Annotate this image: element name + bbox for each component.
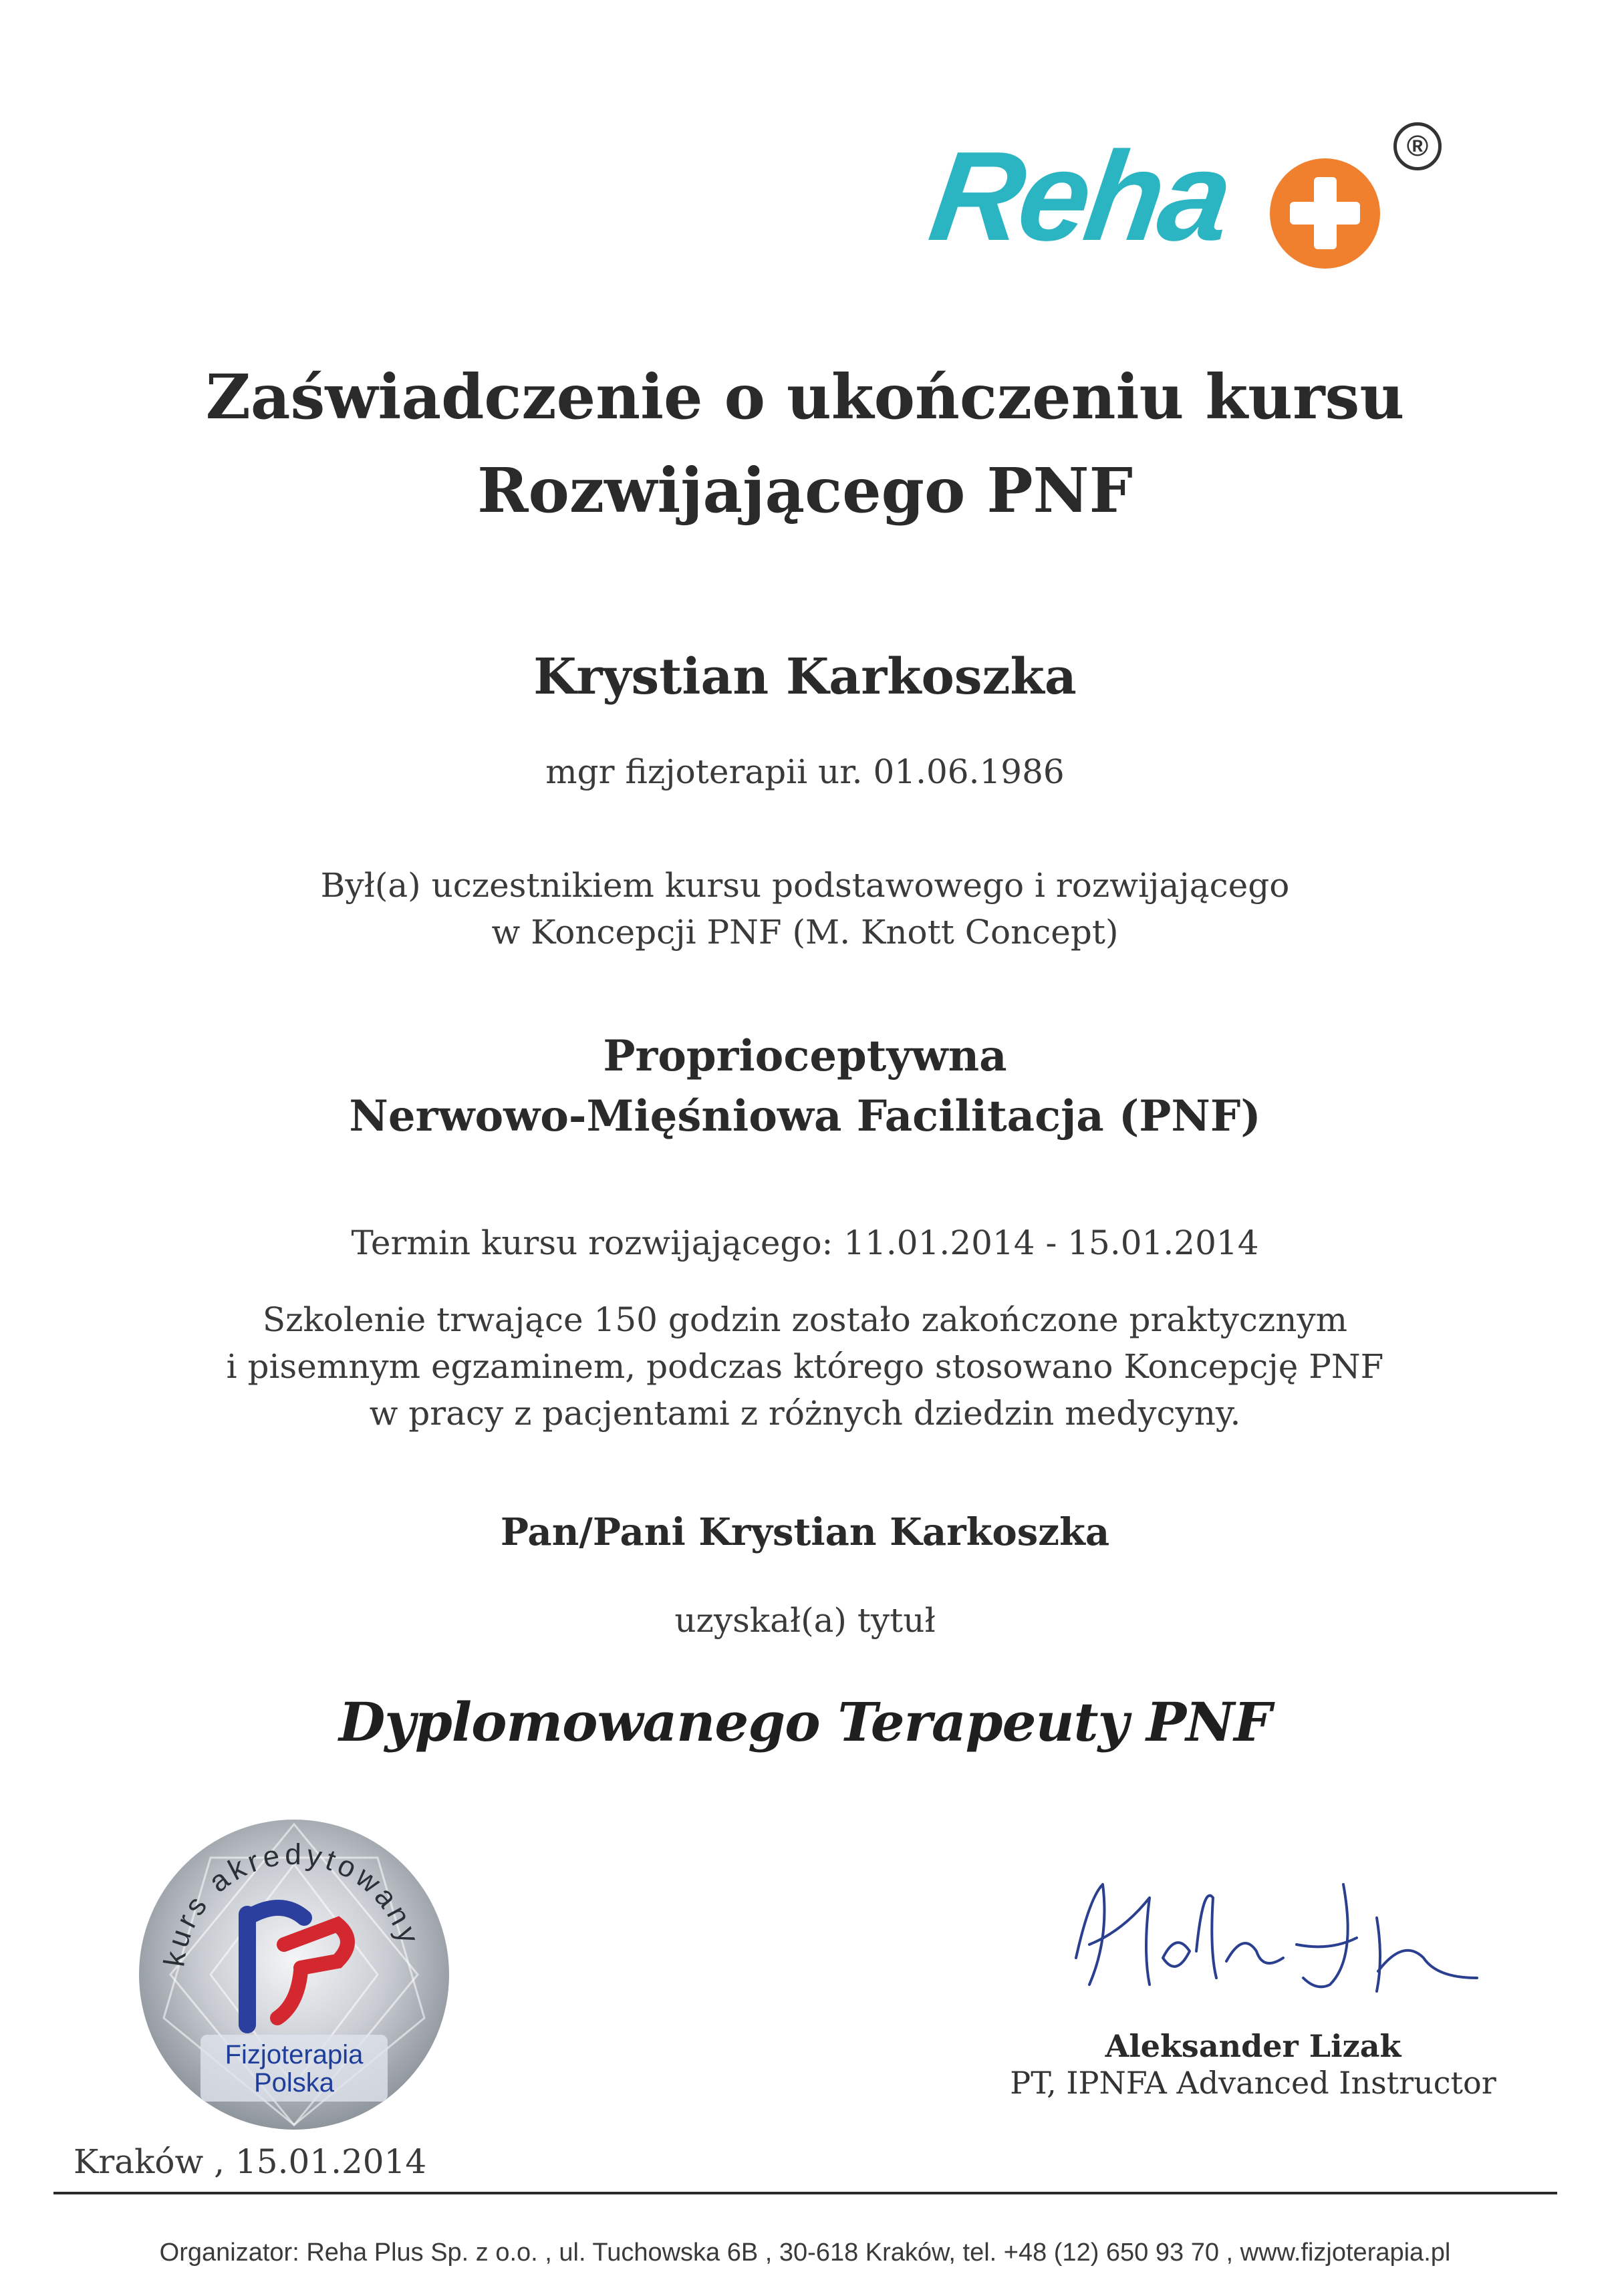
participation-line2: w Koncepcji PNF (M. Knott Concept) <box>491 913 1119 952</box>
seal-label-line1: Fizjoterapia <box>225 2040 364 2069</box>
recipient-name: Krystian Karkoszka <box>533 648 1077 706</box>
course-name-line1: Proprioceptywna <box>603 1031 1007 1081</box>
seal-ring-text: kurs akredytowany <box>158 1838 427 1969</box>
course-term: Termin kursu rozwijającego: 11.01.2014 - 15.01.2014 <box>351 1224 1259 1262</box>
certificate-title-line1: Zaświadczenie o ukończeniu kursu <box>205 361 1405 433</box>
participation-line1: Był(a) uczestnikiem kursu podstawowego i rozwijającego <box>320 866 1290 905</box>
organizer-footer: Organizator: Reha Plus Sp. z o.o. , ul. Tuchowska 6B , 30-618 Kraków, tel. +48 (12) 650 93 70 , www.fizjoterapia.pl <box>159 2239 1451 2267</box>
seal-label-line2: Polska <box>253 2068 335 2098</box>
obtained-text: uzyskał(a) tytuł <box>674 1601 936 1640</box>
certificate-title-line2: Rozwijającego PNF <box>477 454 1133 527</box>
training-line3: w pracy z pacjentami z różnych dziedzin medycyny. <box>369 1394 1241 1433</box>
handwritten-signature <box>1063 1858 1504 2011</box>
registered-mark: ® <box>1393 122 1442 170</box>
signer-name: Aleksander Lizak <box>1105 2028 1401 2064</box>
training-line2: i pisemnym egzaminem, podczas którego stosowano Koncepcję PNF <box>226 1347 1384 1386</box>
accreditation-seal <box>137 1818 451 2132</box>
training-line1: Szkolenie trwające 150 godzin zostało zakończone praktycznym <box>262 1300 1348 1339</box>
course-name-line2: Nerwowo-Mięśniowa Facilitacja (PNF) <box>349 1091 1261 1141</box>
logo-wordmark: Reha <box>922 126 1237 267</box>
awardee-name: Pan/Pani Krystian Karkoszka <box>500 1510 1110 1554</box>
signer-title: PT, IPNFA Advanced Instructor <box>1010 2065 1496 2101</box>
plus-icon <box>1270 158 1380 269</box>
recipient-details: mgr fizjoterapii ur. 01.06.1986 <box>545 752 1065 791</box>
diploma-title: Dyplomowanego Terapeuty PNF <box>338 1691 1272 1753</box>
footer-divider <box>53 2192 1557 2194</box>
reha-logo <box>922 117 1467 284</box>
place-date: Kraków , 15.01.2014 <box>74 2142 427 2181</box>
seal-graphic <box>137 1818 451 2132</box>
